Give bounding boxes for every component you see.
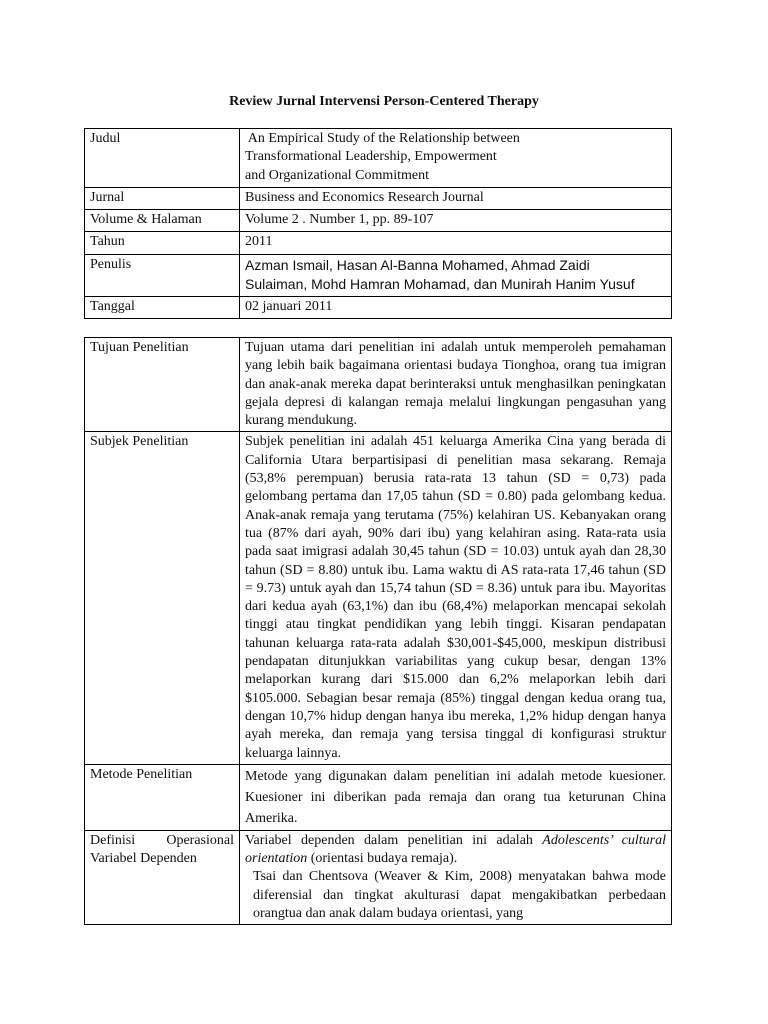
value-judul: An Empirical Study of the Relationship between Transformational Leadership, Empowerment and Organizational Commitment xyxy=(240,129,672,188)
text-tujuan: Tujuan utama dari penelitian ini adalah untuk memperoleh pemahaman yang lebih baik bagaimana orientasi budaya Tionghoa, orang tua imigran dan anak-anak mereka dapat berinteraksi untuk menghasilkan peningkatan gejala depresi di kalangan remaja melalui lingkungan pengasuhan yang kurang mendukung. xyxy=(240,338,672,432)
label-judul: Judul xyxy=(85,129,240,188)
review-table xyxy=(84,337,672,925)
table-row xyxy=(85,764,672,830)
text-metode: Metode yang digunakan dalam penelitian ini adalah metode kuesioner. Kuesioner ini diberikan pada remaja dan orang tua keturunan China Amerika. xyxy=(240,764,672,830)
table-row xyxy=(85,296,672,318)
definisi-intro: Variabel dependen dalam penelitian ini adalah xyxy=(245,832,543,848)
label-definisi: Definisi Operasional Variabel Dependen xyxy=(85,830,240,924)
label-penulis: Penulis xyxy=(85,254,240,296)
label-volume: Volume & Halaman xyxy=(85,210,240,232)
table-row xyxy=(85,338,672,432)
label-tujuan: Tujuan Penelitian xyxy=(85,338,240,432)
journal-info-table xyxy=(84,128,672,319)
label-jurnal: Jurnal xyxy=(85,187,240,209)
value-jurnal: Business and Economics Research Journal xyxy=(240,187,672,209)
table-row xyxy=(85,129,672,188)
text-subjek: Subjek penelitian ini adalah 451 keluarga Amerika Cina yang berada di California Utara berpartisipasi di penelitian masa sekarang. Remaja (53,8% perempuan) berusia rata-rata 13 tahun (SD = 0,73) pada gelombang pertama dan 17,05 tahun (SD = 0.80) pada gelombang kedua. Anak-anak remaja yang terutama (75%) kelahiran US. Kebanyakan orang tua (87% dari ayah, 90% dari ibu) yang kelahiran asing. Rata-rata usia pada saat imigrasi adalah 30,45 tahun (SD = 10.03) untuk ayah dan 28,30 tahun (SD = 8.80) untuk ibu. Lama waktu di AS rata-rata 17,46 tahun (SD = 9.73) untuk ayah dan 15,74 tahun (SD = 8.36) untuk para ibu. Mayoritas dari kedua ayah (63,1%) dan ibu (68,4%) melaporkan mencapai sekolah tinggi atau tingkat pendidikan yang lebih tinggi. Kisaran pendapatan tahunan keluarga rata-rata adalah $30,001-$45,000, meskipun distribusi pendapatan ditunjukkan variabilitas yang cukup besar, dengan 13% melaporkan kurang dari $15.000 dan 6,2% melaporkan lebih dari $105.000. Sebagian besar remaja (85%) tinggal dengan kedua orang tua, dengan 10,7% hidup dengan hanya ibu mereka, 1,2% hidup dengan hanya ayah mereka, dan remaja yang tersisa tinggal di konfigurasi struktur keluarga lainnya. xyxy=(240,432,672,764)
label-subjek: Subjek Penelitian xyxy=(85,432,240,764)
definisi-paragraph-2: Tsai dan Chentsova (Weaver & Kim, 2008) menyatakan bahwa mode diferensial dan tingkat akulturasi dapat mengakibatkan perbedaan orangtua dan anak dalam budaya orientasi, yang xyxy=(253,869,666,922)
label-tanggal: Tanggal xyxy=(85,296,240,318)
label-metode: Metode Penelitian xyxy=(85,764,240,830)
value-tahun: 2011 xyxy=(240,232,672,254)
label-tahun: Tahun xyxy=(85,232,240,254)
text-definisi xyxy=(240,830,672,924)
document-title: Review Jurnal Intervensi Person-Centered Therapy xyxy=(229,94,539,109)
definisi-term: Adolescents’ cultural orientation xyxy=(245,832,666,867)
value-penulis: Azman Ismail, Hasan Al-Banna Mohamed, Ahmad Zaidi Sulaiman, Mohd Hamran Mohamad, dan Munirah Hanim Yusuf xyxy=(240,254,672,296)
table-row xyxy=(85,830,672,924)
value-volume: Volume 2 . Number 1, pp. 89-107 xyxy=(240,210,672,232)
table-row xyxy=(85,254,672,296)
definisi-after: (orientasi budaya remaja). xyxy=(307,851,458,867)
table-row xyxy=(85,432,672,764)
table-row xyxy=(85,210,672,232)
table-row xyxy=(85,232,672,254)
table-row xyxy=(85,187,672,209)
value-tanggal: 02 januari 2011 xyxy=(240,296,672,318)
